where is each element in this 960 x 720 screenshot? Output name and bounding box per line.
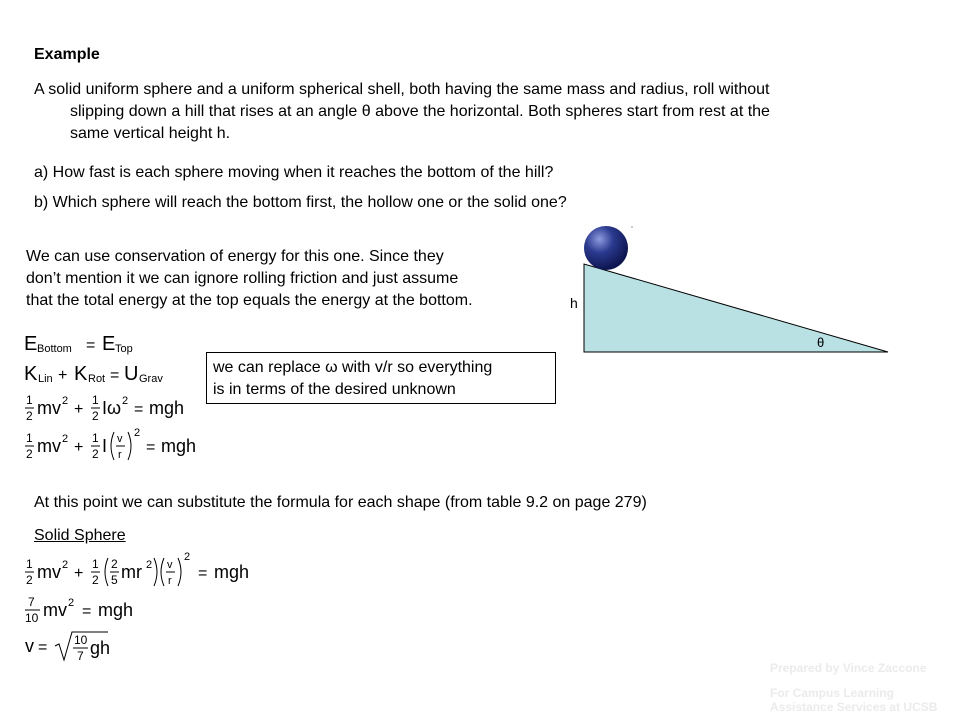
svg-text:mgh: mgh <box>161 436 197 456</box>
equation-solid-sphere-1 <box>25 551 249 587</box>
svg-text:v: v <box>25 636 34 656</box>
svg-text:2: 2 <box>26 409 33 423</box>
svg-text:2: 2 <box>92 409 99 423</box>
svg-text:v: v <box>167 559 173 571</box>
svg-text:r: r <box>168 575 172 587</box>
svg-text:1: 1 <box>92 557 99 571</box>
watermark-author: Prepared by Vince Zaccone <box>770 661 927 675</box>
problem-line-3: same vertical height h. <box>70 125 231 142</box>
svg-text:r: r <box>118 449 122 461</box>
svg-text:=: = <box>146 439 156 456</box>
svg-text:K: K <box>24 363 38 385</box>
substitution-note: At this point we can substitute the formula for each shape (from table 9.2 on page 279) <box>34 494 647 511</box>
svg-text:1: 1 <box>92 393 99 407</box>
equation-energy-balance <box>24 333 133 355</box>
incline-triangle <box>584 264 888 352</box>
svg-text:7: 7 <box>77 649 84 663</box>
equation-kinetic-energy <box>25 393 184 423</box>
svg-text:1: 1 <box>26 431 33 445</box>
svg-text:2: 2 <box>62 395 69 407</box>
svg-text:7: 7 <box>28 595 35 609</box>
equation-substituted-omega <box>25 427 196 461</box>
energy-line-3: that the total energy at the top equals the energy at the bottom. <box>26 292 473 309</box>
watermark-line-2: For Campus Learning <box>770 686 895 700</box>
svg-text:U: U <box>124 363 139 385</box>
problem-line-2: slipping down a hill that rises at an angle θ above the horizontal. Both spheres start from rest at the <box>70 103 770 120</box>
svg-text:1: 1 <box>26 557 33 571</box>
question-b: b) Which sphere will reach the bottom first, the hollow one or the solid one? <box>34 194 567 211</box>
problem-statement <box>34 79 914 145</box>
equation-solid-sphere-3 <box>25 632 110 663</box>
svg-text:2: 2 <box>62 433 69 445</box>
svg-text:mv: mv <box>37 562 61 582</box>
slide-heading: Example <box>34 46 100 63</box>
incline-diagram <box>560 220 900 360</box>
svg-text:v: v <box>117 433 123 445</box>
svg-text:2: 2 <box>134 427 141 439</box>
question-a: a) How fast is each sphere moving when it reaches the bottom of the hill? <box>34 164 554 181</box>
svg-text:=: = <box>134 401 144 418</box>
svg-text:2: 2 <box>92 573 99 587</box>
svg-text:10: 10 <box>74 633 88 647</box>
svg-text:2: 2 <box>26 573 33 587</box>
svg-text:Top: Top <box>115 343 133 355</box>
callout-line-2: is in terms of the desired unknown <box>213 381 456 398</box>
svg-text:1: 1 <box>26 393 33 407</box>
svg-text:=: = <box>86 337 96 354</box>
svg-text:mv: mv <box>43 600 67 620</box>
svg-text:2: 2 <box>122 395 129 407</box>
svg-text:2: 2 <box>26 447 33 461</box>
svg-text:=: = <box>110 367 120 384</box>
svg-text:E: E <box>102 333 116 355</box>
svg-text:=: = <box>198 565 208 582</box>
energy-line-1: We can use conservation of energy for this one. Since they <box>26 248 444 265</box>
angle-label: θ <box>817 335 825 350</box>
energy-line-2: don’t mention it we can ignore rolling friction and just assume <box>26 270 459 287</box>
svg-text:2: 2 <box>68 597 75 609</box>
svg-text:10: 10 <box>25 611 39 625</box>
svg-text:+: + <box>74 439 84 456</box>
svg-text:Iω: Iω <box>102 398 122 418</box>
svg-text:mgh: mgh <box>214 562 250 582</box>
equation-solid-sphere-2 <box>25 595 133 625</box>
svg-text:5: 5 <box>111 573 118 587</box>
svg-text:=: = <box>82 603 92 620</box>
callout-line-1: we can replace ω with v/r so everything <box>213 359 493 376</box>
svg-text:2: 2 <box>184 551 191 563</box>
svg-text:1: 1 <box>92 431 99 445</box>
watermark-line-3: Assistance Services at UCSB <box>770 700 938 714</box>
watermark-org <box>770 686 937 714</box>
solid-sphere-label: Solid Sphere <box>34 527 126 544</box>
svg-text:mv: mv <box>37 436 61 456</box>
svg-text:E: E <box>24 333 38 355</box>
svg-text:+: + <box>58 367 68 384</box>
energy-explanation <box>26 246 566 312</box>
svg-text:+: + <box>74 565 84 582</box>
svg-text:mv: mv <box>37 398 61 418</box>
problem-line-1: A solid uniform sphere and a uniform spherical shell, both having the same mass and radius, roll without <box>34 81 770 98</box>
height-label: h <box>570 295 578 311</box>
solid-sphere-equations <box>22 548 282 666</box>
svg-text:mgh: mgh <box>149 398 185 418</box>
svg-text:+: + <box>74 401 84 418</box>
svg-text:mgh: mgh <box>98 600 134 620</box>
svg-text:I: I <box>102 436 108 456</box>
svg-text:mr: mr <box>121 562 142 582</box>
svg-text:2: 2 <box>92 447 99 461</box>
svg-text:=: = <box>38 639 48 656</box>
svg-text:Bottom: Bottom <box>37 343 72 355</box>
svg-text:K: K <box>74 363 88 385</box>
svg-text:Grav: Grav <box>139 373 163 385</box>
svg-text:Rot: Rot <box>88 373 106 385</box>
svg-text:gh: gh <box>90 638 111 658</box>
svg-text:2: 2 <box>62 559 69 571</box>
sphere <box>584 226 628 270</box>
callout-box <box>206 352 556 404</box>
svg-text:Lin: Lin <box>38 373 53 385</box>
energy-equations <box>22 328 212 468</box>
svg-text:2: 2 <box>111 557 118 571</box>
svg-text:2: 2 <box>146 559 153 571</box>
equation-kinetic-potential <box>24 363 163 385</box>
